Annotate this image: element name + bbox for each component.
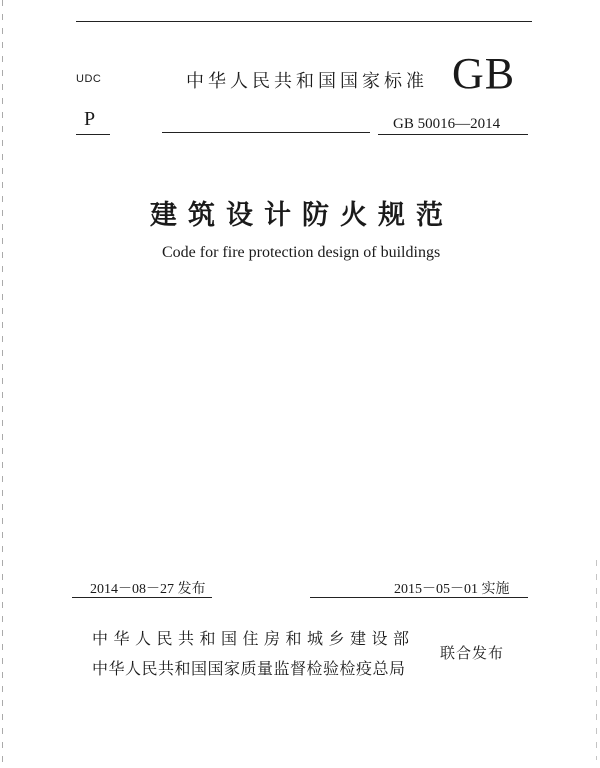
scan-edge-right	[596, 560, 597, 760]
issue-date-rule	[72, 597, 212, 598]
middle-rule	[162, 132, 370, 133]
scan-edge-left	[2, 0, 3, 768]
document-title-chinese: 建筑设计防火规范	[150, 200, 454, 231]
issuer-quality-supervision: 中华人民共和国国家质量监督检验检疫总局	[92, 659, 406, 678]
issue-date: 2014－08－27 发布	[90, 582, 206, 597]
gb-logo: GB	[452, 49, 516, 98]
joint-issue-label: 联合发布	[440, 644, 505, 662]
issuer-ministry-housing: 中华人民共和国住房和城乡建设部	[92, 629, 415, 648]
national-standard-heading: 中华人民共和国国家标准	[186, 71, 428, 92]
document-title-english: Code for fire protection design of buildings	[162, 244, 441, 261]
top-rule	[76, 21, 532, 22]
standard-number-underline	[378, 134, 528, 135]
udc-label: UDC	[76, 73, 102, 85]
implementation-date-rule	[310, 597, 528, 598]
implementation-date: 2015－05－01 实施	[394, 582, 510, 597]
category-code: P	[84, 108, 96, 130]
standard-number: GB 50016—2014	[393, 116, 501, 132]
category-underline	[76, 134, 110, 135]
